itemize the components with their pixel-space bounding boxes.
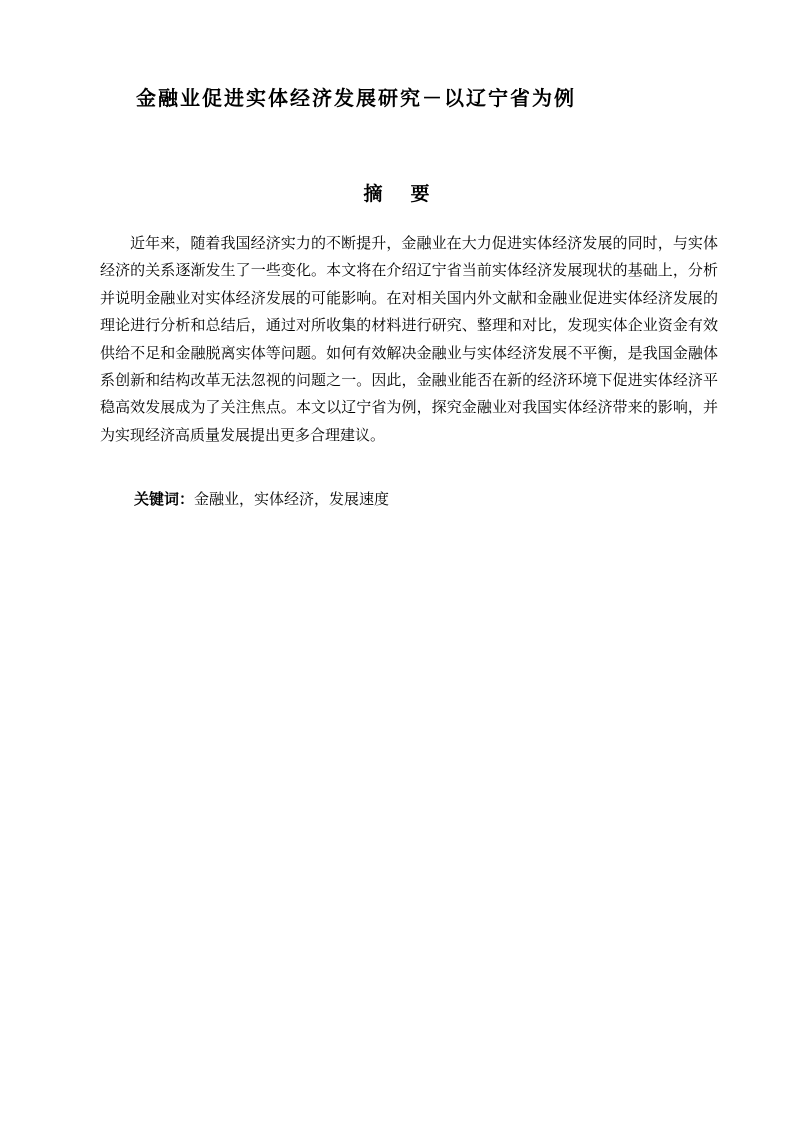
keywords-label: 关键词：	[134, 490, 195, 508]
abstract-heading-char-1: 摘	[363, 183, 383, 205]
abstract-body: 近年来，随着我国经济实力的不断提升，金融业在大力促进实体经济发展的同时，与实体经济的关系逐渐发生了一些变化。本文将在介绍辽宁省当前实体经济发展现状的基础上，分析并说明金融业对实体经济发展的可能影响。在对相关国内外文献和金融业促进实体经济发展的理论进行分析和总结后，通过对所收集的材料进行研究、整理和对比，发现实体企业资金有效供给不足和金融脱离实体等问题。如何有效解决金融业与实体经济发展不平衡，是我国金融体系创新和结构改革无法忽视的问题之一。因此，金融业能否在新的经济环境下促进实体经济平稳高效发展成为了关注焦点。本文以辽宁省为例，探究金融业对我国实体经济带来的影响，并为实现经济高质量发展提出更多合理建议。	[100, 234, 718, 444]
keywords-line	[134, 486, 718, 513]
keywords-value: 金融业，实体经济，发展速度	[194, 490, 390, 508]
document-title: 金融业促进实体经济发展研究－以辽宁省为例	[136, 86, 576, 110]
abstract-heading	[0, 180, 793, 208]
abstract-heading-char-2: 要	[410, 183, 430, 205]
